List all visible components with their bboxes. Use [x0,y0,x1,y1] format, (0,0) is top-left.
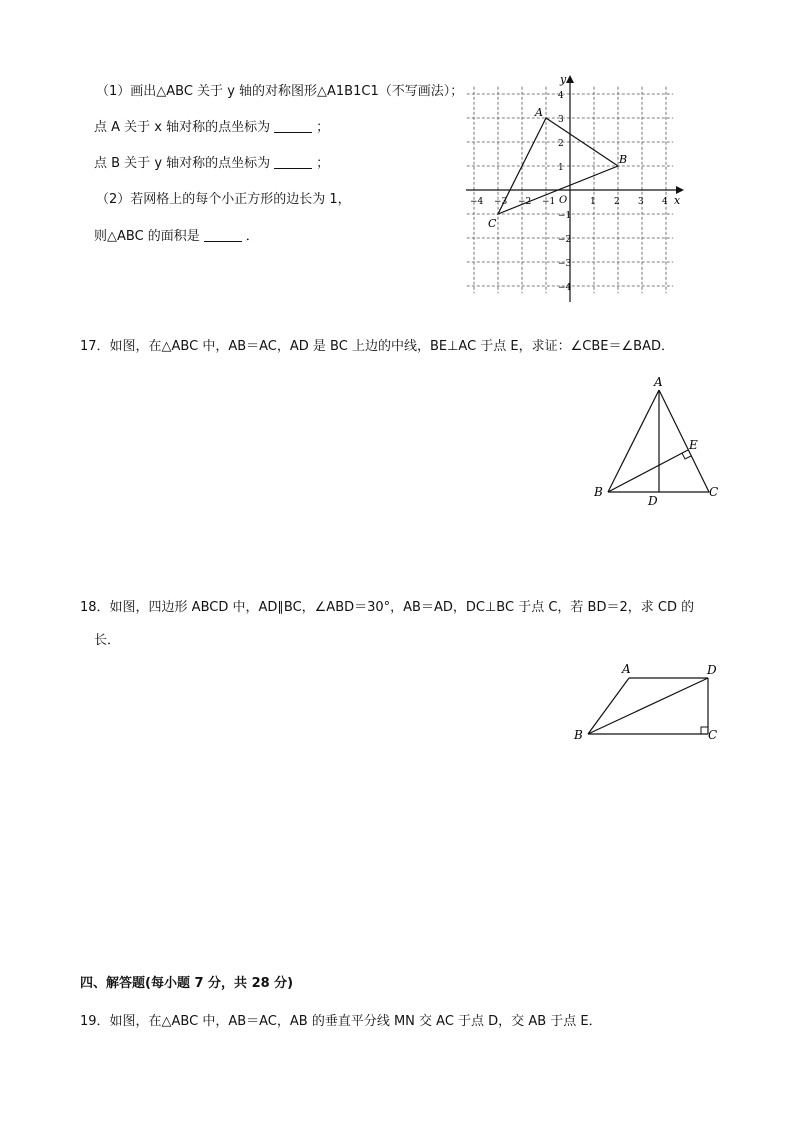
segment-ab [588,678,629,734]
q16-pointB-text: 点 B 关于 y 轴对称的点坐标为 [94,156,271,171]
right-angle-mark [701,727,708,734]
q16-pointA-text: 点 A 关于 x 轴对称的点坐标为 [94,120,271,135]
q17-triangle-figure [588,372,728,512]
y-tick-label: 4 [558,91,564,101]
x-tick-label: 4 [662,197,668,207]
q16-pointA-row [94,119,329,137]
vertex-label-a: A [535,106,543,119]
q17-text: 17．如图，在△ABC 中，AB＝AC，AD 是 BC 上边的中线，BE⊥AC 于点 E，求证：∠CBE＝∠BAD． [80,339,674,354]
x-tick-label: −3 [494,197,508,207]
tick-labels [470,91,668,293]
x-tick-label: 3 [638,197,644,207]
period: ． [245,229,259,244]
semicolon: ； [316,156,330,171]
coordinate-grid-figure [460,70,690,310]
section-heading: 四、解答题(每小题 7 分，共 28 分) [80,976,294,991]
segment-ab [608,390,659,492]
label-d: D [707,663,717,677]
answer-blank[interactable] [274,155,312,169]
y-tick-label: 3 [558,115,564,125]
y-axis-label: y [560,73,567,86]
label-a: A [622,662,631,676]
semicolon: ； [316,120,330,135]
answer-blank[interactable] [274,119,312,133]
y-tick-label: 1 [558,163,564,173]
segment-bd [588,678,708,734]
q16-part1: （1）画出△ABC 关于 y 轴的对称图形△A1B1C1（不写画法）； [96,84,464,99]
label-b: B [594,485,603,499]
q16-pointB-row [94,155,329,173]
axes [466,73,684,302]
x-tick-label: −2 [518,197,532,207]
label-e: E [689,438,698,452]
label-d: D [648,494,658,508]
label-b: B [574,728,583,742]
y-tick-label: −1 [558,211,572,221]
right-angle-mark [682,453,691,459]
vertex-label-c: C [488,217,497,230]
x-tick-label: 2 [614,197,620,207]
y-tick-label: −4 [558,283,572,293]
vertex-label-b: B [619,153,628,166]
segment-ac [659,390,709,492]
x-axis-arrow [676,186,684,194]
x-tick-label: −1 [542,197,556,207]
q19-text: 19．如图，在△ABC 中，AB＝AC，AB 的垂直平分线 MN 交 AC 于点 D，交 AB 于点 E． [80,1014,602,1029]
y-tick-label: −2 [558,235,572,245]
q18-quadrilateral-figure [570,658,730,748]
x-tick-label: 1 [590,197,596,207]
q18-text-line2: 长． [94,633,121,648]
q16-area-text: 则△ABC 的面积是 [94,229,200,244]
x-tick-label: −4 [470,197,484,207]
q16-part2: （2）若网格上的每个小正方形的边长为 1， [96,192,351,207]
origin-label: O [559,195,568,206]
y-tick-label: 2 [558,139,564,149]
segment-be [608,450,688,492]
y-axis-arrow [566,75,574,83]
q18-text-line1: 18．如图，四边形 ABCD 中，AD∥BC，∠ABD＝30°，AB＝AD，DC⊥BC 于点 C，若 BD＝2，求 CD 的 [80,600,695,615]
label-c: C [708,728,718,742]
answer-blank[interactable] [204,228,242,242]
y-tick-label: −3 [558,259,572,269]
label-c: C [709,485,719,499]
q16-area-row [94,228,259,246]
x-axis-label: x [674,194,681,207]
label-a: A [654,375,663,389]
